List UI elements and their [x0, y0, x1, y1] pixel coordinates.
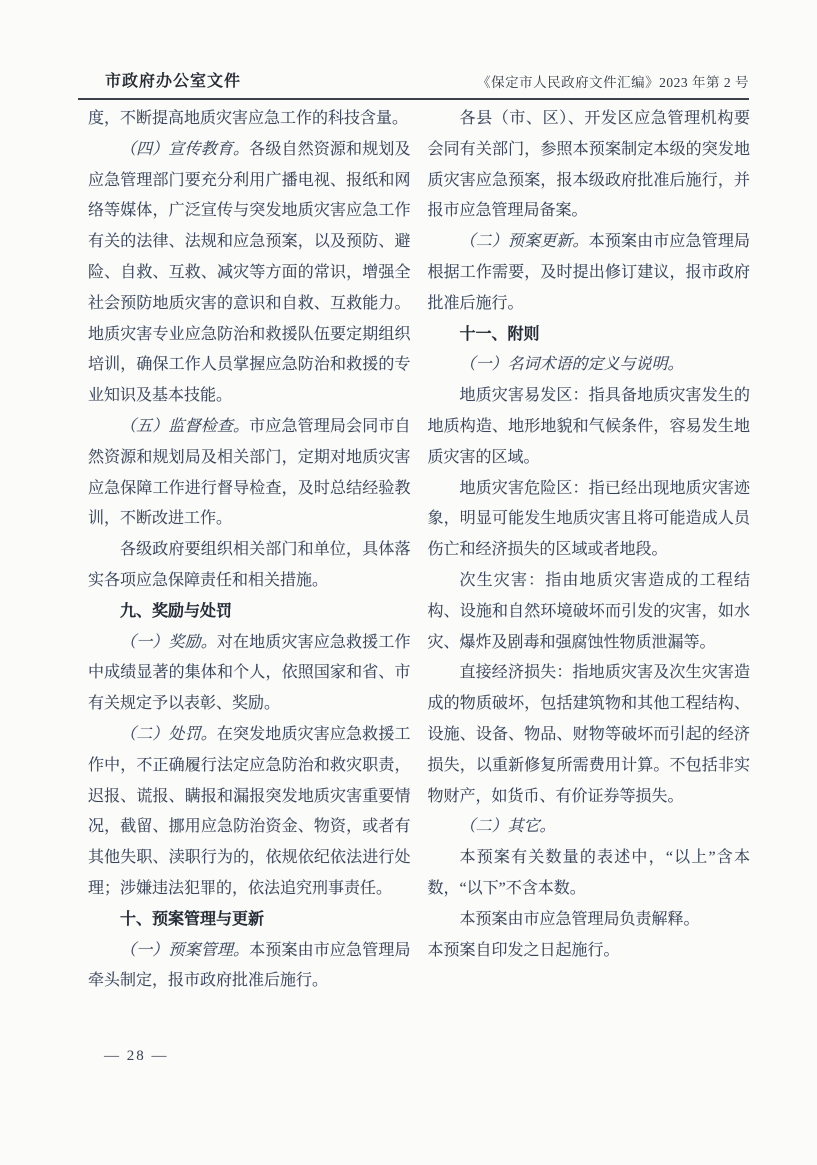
paragraph: （二）处罚。在突发地质灾害应急救援工作中，不正确履行法定应急防治和救灾职责，迟报、谎报、瞒报和漏报突发地质灾害重要情况，截留、挪用应急防治资金、物资，或者有其他失职、渎职行为的，依规依纪依法进行处理；涉嫌违法犯罪的，依法追究刑事责任。: [88, 725, 411, 897]
paragraph: 地质灾害危险区：指已经出现地质灾害迹象，明显可能发生地质灾害且将可能造成人员伤亡和经济损失的区域或者地段。: [427, 479, 750, 559]
paragraph: 次生灾害：指由地质灾害造成的工程结构、设施和自然环境破坏而引发的灾害，如水灾、爆炸及剧毒和强腐蚀性物质泄漏等。: [427, 571, 750, 651]
paragraph: 地质灾害易发区：指具备地质灾害发生的地质构造、地形地貌和气候条件，容易发生地质灾害的区域。: [427, 387, 750, 466]
paragraph: 各级政府要组织相关部门和单位，具体落实各项应急保障责任和相关措施。: [88, 541, 411, 589]
paragraph-lead: （四）宣传教育。: [120, 140, 250, 158]
paragraph: （二）预案更新。本预案由市应急管理局根据工作需要，及时提出修订建议，报市政府批准后施行。: [427, 233, 750, 312]
paragraph: 度，不断提高地质灾害应急工作的科技含量。: [88, 110, 409, 127]
paragraph: （二）其它。: [459, 818, 556, 836]
paragraph-lead: （一）预案管理。: [120, 941, 250, 959]
right-column: [428, 104, 751, 997]
paragraph-lead: （二）预案更新。: [459, 233, 589, 251]
section-heading: 十、预案管理与更新: [120, 910, 265, 928]
paragraph: 本预案自印发之日起施行。: [427, 941, 620, 959]
paragraph-lead: （二）处罚。: [120, 725, 217, 743]
paragraph: （一）名词术语的定义与说明。: [459, 356, 684, 374]
section-heading: 十一、附则: [459, 325, 540, 343]
left-column: [88, 104, 411, 997]
paragraph: （一）预案管理。本预案由市应急管理局牵头制定，报市政府批准后施行。: [88, 941, 411, 990]
paragraph: 各县（市、区）、开发区应急管理机构要会同有关部门，参照本预案制定本级的突发地质灾害应急预案，报本级政府批准后施行，并报市应急管理局备案。: [427, 110, 750, 220]
paragraph-lead: （一）奖励。: [120, 633, 217, 651]
page-footer: [104, 1048, 169, 1065]
paragraph: 本预案有关数量的表述中，“以上”含本数，“以下”不含本数。: [427, 849, 750, 897]
paragraph: （一）奖励。对在地质灾害应急救援工作中成绩显著的集体和个人，依照国家和省、市有关规定予以表彰、奖励。: [88, 633, 411, 713]
page-number: — 28 —: [104, 1048, 169, 1064]
paragraph: （四）宣传教育。各级自然资源和规划及应急管理部门要充分利用广播电视、报纸和网络等媒体，广泛宣传与突发地质灾害应急工作有关的法律、法规和应急预案，以及预防、避险、自救、互救、减灾等方面的常识，增强全社会预防地质灾害的意识和自救、互救能力。地质灾害专业应急防治和救援队伍要定期组织培训，确保工作人员掌握应急防治和救援的专业知识及基本技能。: [88, 140, 411, 405]
section-heading: 九、奖励与处罚: [120, 602, 233, 620]
paragraph: 本预案由市应急管理局负责解释。: [459, 910, 700, 928]
paragraph-lead: （五）监督检查。: [120, 417, 250, 435]
paragraph: （五）监督检查。市应急管理局会同市自然资源和规划局及相关部门，定期对地质灾害应急保障工作进行督导检查，及时总结经验教训，不断改进工作。: [88, 417, 411, 528]
page-header: [78, 68, 749, 100]
two-column-body: [88, 104, 750, 997]
paragraph: 直接经济损失：指地质灾害及次生灾害造成的物质破坏，包括建筑物和其他工程结构、设施、设备、物品、财物等破坏而引起的经济损失，以重新修复所需费用计算。不包括非实物财产，如货币、有价证券等损失。: [427, 664, 750, 805]
header-doc-type-label: 市政府办公室文件: [105, 73, 242, 90]
header-publication-label: 《保定市人民政府文件汇编》2023 年第 2 号: [477, 75, 749, 90]
